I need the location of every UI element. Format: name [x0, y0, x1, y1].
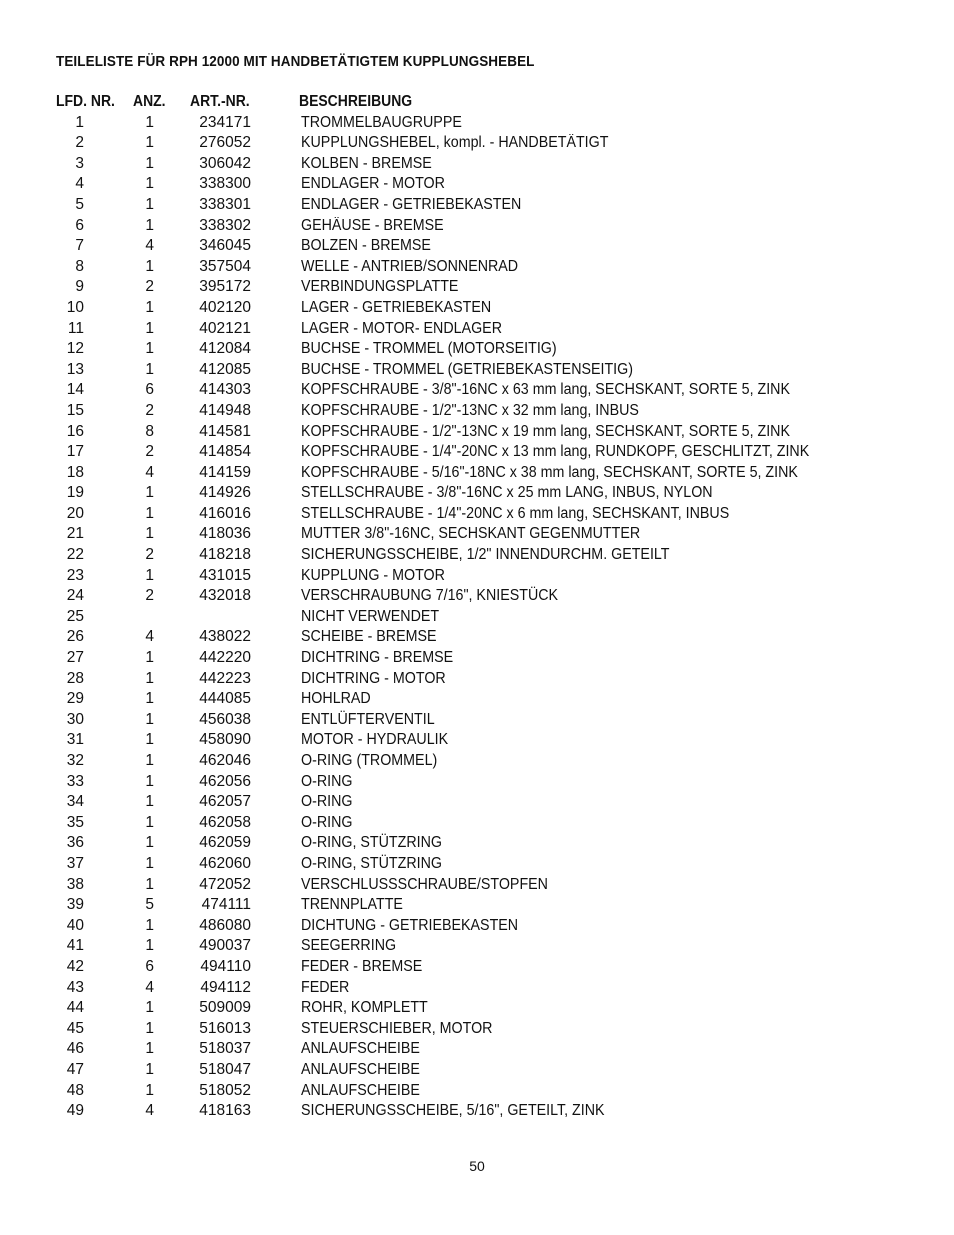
cell-lfd: 1: [75, 113, 84, 131]
cell-lfd: 17: [66, 443, 84, 461]
cell-desc: STEUERSCHIEBER, MOTOR: [301, 1019, 493, 1037]
parts-table: [0, 92, 954, 1122]
cell-art: 414854: [199, 443, 251, 461]
cell-art: 518037: [199, 1040, 251, 1058]
table-row: [0, 1081, 954, 1102]
cell-art: 494112: [200, 978, 251, 996]
cell-desc: VERBINDUNGSPLATTE: [301, 278, 459, 296]
cell-desc: ENDLAGER - GETRIEBEKASTEN: [301, 195, 522, 213]
cell-desc: O-RING: [301, 813, 353, 831]
table-row: [0, 648, 954, 669]
cell-desc: ENDLAGER - MOTOR: [301, 175, 445, 193]
table-body: [0, 113, 954, 1122]
table-row: [0, 1101, 954, 1122]
table-row: [0, 566, 954, 587]
cell-art: 462060: [199, 854, 251, 872]
cell-desc: KUPPLUNGSHEBEL, kompl. - HANDBETÄTIGT: [301, 134, 609, 152]
cell-lfd: 2: [75, 134, 84, 152]
table-row: [0, 936, 954, 957]
table-row: [0, 1019, 954, 1040]
cell-anz: 1: [145, 525, 154, 543]
table-row: [0, 360, 954, 381]
cell-art: 462056: [199, 772, 251, 790]
cell-art: 490037: [199, 937, 251, 955]
cell-anz: 1: [145, 772, 154, 790]
cell-desc: DICHTUNG - GETRIEBEKASTEN: [301, 916, 519, 934]
cell-lfd: 44: [66, 999, 84, 1017]
cell-desc: SICHERUNGSSCHEIBE, 1/2" INNENDURCHM. GETEILT: [301, 546, 670, 564]
cell-anz: 1: [145, 257, 154, 275]
cell-art: 444085: [199, 690, 251, 708]
cell-art: 402120: [199, 298, 251, 316]
cell-art: 442220: [199, 649, 251, 667]
cell-anz: 1: [145, 834, 154, 852]
cell-desc: ROHR, KOMPLETT: [301, 999, 428, 1017]
cell-lfd: 43: [66, 978, 84, 996]
cell-lfd: 29: [66, 690, 84, 708]
cell-anz: 1: [145, 360, 154, 378]
cell-lfd: 8: [75, 257, 84, 275]
cell-desc: GEHÄUSE - BREMSE: [301, 216, 444, 234]
table-row: [0, 833, 954, 854]
cell-anz: 1: [145, 916, 154, 934]
cell-anz: 1: [145, 690, 154, 708]
cell-desc: FEDER: [301, 978, 350, 996]
table-row: [0, 751, 954, 772]
cell-lfd: 19: [66, 484, 84, 502]
cell-art: 438022: [199, 628, 251, 646]
cell-art: 412084: [199, 340, 251, 358]
cell-anz: 2: [145, 546, 154, 564]
cell-lfd: 6: [75, 216, 84, 234]
table-row: [0, 978, 954, 999]
cell-desc: O-RING (TROMMEL): [301, 752, 438, 769]
cell-desc: KOPFSCHRAUBE - 1/2"-13NC x 32 mm lang, INBUS: [301, 401, 639, 419]
cell-lfd: 7: [75, 237, 84, 255]
cell-art: 486080: [199, 916, 251, 934]
table-row: [0, 772, 954, 793]
cell-anz: 1: [145, 1019, 154, 1037]
cell-art: 414303: [199, 381, 251, 399]
table-row: [0, 339, 954, 360]
cell-art: 338300: [199, 175, 251, 193]
table-row: [0, 916, 954, 937]
cell-desc: NICHT VERWENDET: [301, 607, 440, 625]
table-row: [0, 195, 954, 216]
cell-lfd: 5: [75, 195, 84, 213]
cell-desc: KOPFSCHRAUBE - 5/16"-18NC x 38 mm lang, SECHSKANT, SORTE 5, ZINK: [301, 463, 798, 481]
cell-desc: BUCHSE - TROMMEL (MOTORSEITIG): [301, 340, 557, 358]
cell-desc: TROMMELBAUGRUPPE: [301, 113, 462, 131]
cell-art: 518047: [199, 1060, 251, 1078]
cell-desc: MOTOR - HYDRAULIK: [301, 731, 449, 749]
cell-art: 431015: [199, 566, 251, 584]
cell-lfd: 48: [66, 1081, 84, 1099]
cell-lfd: 26: [66, 628, 84, 646]
cell-lfd: 16: [66, 422, 84, 440]
cell-desc: BOLZEN - BREMSE: [301, 237, 431, 255]
cell-anz: 1: [145, 484, 154, 502]
cell-desc: FEDER - BREMSE: [301, 957, 423, 975]
cell-desc: KOPFSCHRAUBE - 1/4"-20NC x 13 mm lang, RUNDKOPF, GESCHLITZT, ZINK: [301, 443, 810, 461]
cell-art: 494110: [200, 957, 251, 975]
cell-anz: 1: [145, 134, 154, 152]
cell-lfd: 30: [66, 710, 84, 728]
cell-art: 418036: [199, 525, 251, 543]
cell-lfd: 42: [66, 957, 84, 975]
cell-lfd: 39: [66, 896, 84, 914]
cell-art: 462046: [199, 752, 251, 769]
cell-lfd: 31: [66, 731, 84, 749]
cell-desc: LAGER - GETRIEBEKASTEN: [301, 298, 492, 316]
cell-desc: STELLSCHRAUBE - 1/4"-20NC x 6 mm lang, SECHSKANT, INBUS: [301, 504, 730, 522]
cell-art: 276052: [199, 134, 251, 152]
cell-art: 338302: [199, 216, 251, 234]
cell-art: 458090: [199, 731, 251, 749]
cell-desc: O-RING: [301, 793, 353, 811]
table-row: [0, 998, 954, 1019]
cell-lfd: 40: [66, 916, 84, 934]
cell-anz: 1: [145, 504, 154, 522]
cell-desc: ANLAUFSCHEIBE: [301, 1060, 420, 1078]
cell-art: 442223: [199, 669, 251, 687]
cell-art: 234171: [199, 113, 251, 131]
cell-anz: 1: [145, 340, 154, 358]
cell-anz: 1: [145, 113, 154, 131]
cell-art: 462058: [199, 813, 251, 831]
cell-anz: 1: [145, 298, 154, 316]
cell-desc: ENTLÜFTERVENTIL: [301, 710, 435, 728]
table-row: [0, 957, 954, 978]
cell-lfd: 47: [66, 1060, 84, 1078]
table-row: [0, 524, 954, 545]
cell-art: 462057: [199, 793, 251, 811]
cell-desc: O-RING, STÜTZRING: [301, 834, 443, 852]
cell-anz: 2: [145, 278, 154, 296]
table-row: [0, 730, 954, 751]
cell-art: 414948: [199, 401, 251, 419]
cell-anz: 1: [145, 319, 154, 337]
cell-desc: WELLE - ANTRIEB/SONNENRAD: [301, 257, 519, 275]
cell-anz: 1: [145, 669, 154, 687]
cell-lfd: 35: [66, 813, 84, 831]
cell-anz: 1: [145, 649, 154, 667]
cell-art: 414581: [199, 422, 251, 440]
table-row: [0, 854, 954, 875]
cell-anz: 1: [145, 731, 154, 749]
cell-desc: VERSCHLUSSSCHRAUBE/STOPFEN: [301, 875, 548, 893]
table-row: [0, 422, 954, 443]
cell-desc: SEEGERRING: [301, 937, 397, 955]
cell-anz: 4: [145, 978, 154, 996]
table-row: [0, 154, 954, 175]
cell-art: 412085: [199, 360, 251, 378]
cell-lfd: 24: [66, 587, 84, 605]
cell-desc: KUPPLUNG - MOTOR: [301, 566, 445, 584]
cell-desc: SICHERUNGSSCHEIBE, 5/16", GETEILT, ZINK: [301, 1102, 605, 1120]
table-row: [0, 401, 954, 422]
table-row: [0, 504, 954, 525]
page-title: TEILELISTE FÜR RPH 12000 MIT HANDBETÄTIGTEM KUPPLUNGSHEBEL: [56, 53, 535, 70]
cell-art: 418163: [199, 1102, 251, 1120]
cell-lfd: 41: [66, 937, 84, 955]
cell-desc: KOPFSCHRAUBE - 3/8"-16NC x 63 mm lang, SECHSKANT, SORTE 5, ZINK: [301, 381, 790, 399]
cell-desc: O-RING: [301, 772, 353, 790]
table-row: [0, 277, 954, 298]
cell-art: 456038: [199, 710, 251, 728]
cell-art: 462059: [199, 834, 251, 852]
cell-anz: 1: [145, 566, 154, 584]
cell-lfd: 28: [66, 669, 84, 687]
header-lfd: LFD. NR.: [56, 93, 115, 110]
cell-art: 357504: [199, 257, 251, 275]
table-row: [0, 236, 954, 257]
cell-lfd: 12: [66, 340, 84, 358]
cell-art: 518052: [199, 1081, 251, 1099]
cell-desc: LAGER - MOTOR- ENDLAGER: [301, 319, 502, 337]
cell-art: 338301: [199, 195, 251, 213]
cell-art: 418218: [199, 546, 251, 564]
cell-art: 416016: [199, 504, 251, 522]
cell-lfd: 18: [66, 463, 84, 481]
table-row: [0, 483, 954, 504]
table-row: [0, 463, 954, 484]
cell-anz: 2: [145, 587, 154, 605]
cell-anz: 1: [145, 710, 154, 728]
cell-anz: 1: [145, 154, 154, 172]
table-row: [0, 1039, 954, 1060]
cell-lfd: 25: [66, 607, 84, 625]
cell-anz: 1: [145, 1040, 154, 1058]
cell-art: 346045: [199, 237, 251, 255]
table-row: [0, 689, 954, 710]
table-header: [0, 92, 954, 113]
cell-lfd: 33: [66, 772, 84, 790]
cell-anz: 1: [145, 1060, 154, 1078]
cell-desc: ANLAUFSCHEIBE: [301, 1040, 420, 1058]
table-row: [0, 133, 954, 154]
cell-lfd: 49: [66, 1102, 84, 1120]
cell-lfd: 27: [66, 649, 84, 667]
cell-desc: DICHTRING - BREMSE: [301, 649, 454, 667]
cell-anz: 2: [145, 443, 154, 461]
table-row: [0, 1060, 954, 1081]
cell-lfd: 46: [66, 1040, 84, 1058]
table-row: [0, 442, 954, 463]
cell-anz: 4: [145, 237, 154, 255]
cell-art: 516013: [199, 1019, 251, 1037]
cell-anz: 6: [145, 957, 154, 975]
cell-anz: 8: [145, 422, 154, 440]
cell-anz: 1: [145, 793, 154, 811]
table-row: [0, 545, 954, 566]
cell-anz: 1: [145, 854, 154, 872]
cell-lfd: 3: [75, 154, 84, 172]
cell-desc: DICHTRING - MOTOR: [301, 669, 446, 687]
cell-lfd: 4: [75, 175, 84, 193]
header-art: ART.-NR.: [190, 93, 250, 110]
cell-desc: SCHEIBE - BREMSE: [301, 628, 437, 646]
cell-art: 432018: [199, 587, 251, 605]
table-row: [0, 174, 954, 195]
table-row: [0, 875, 954, 896]
cell-anz: 6: [145, 381, 154, 399]
table-row: [0, 319, 954, 340]
cell-art: 414926: [199, 484, 251, 502]
cell-lfd: 23: [66, 566, 84, 584]
cell-art: 509009: [199, 999, 251, 1017]
header-desc: BESCHREIBUNG: [299, 93, 413, 110]
cell-anz: 1: [145, 937, 154, 955]
table-row: [0, 627, 954, 648]
cell-art: 306042: [199, 154, 251, 172]
cell-lfd: 14: [66, 381, 84, 399]
cell-anz: 1: [145, 999, 154, 1017]
cell-lfd: 37: [66, 854, 84, 872]
cell-anz: 4: [145, 463, 154, 481]
table-row: [0, 216, 954, 237]
cell-art: 474111: [201, 896, 251, 914]
cell-anz: 1: [145, 752, 154, 769]
cell-desc: KOPFSCHRAUBE - 1/2"-13NC x 19 mm lang, SECHSKANT, SORTE 5, ZINK: [301, 422, 790, 440]
table-row: [0, 380, 954, 401]
cell-lfd: 9: [75, 278, 84, 296]
cell-anz: 1: [145, 195, 154, 213]
cell-lfd: 10: [66, 298, 84, 316]
cell-lfd: 15: [66, 401, 84, 419]
cell-art: 472052: [199, 875, 251, 893]
table-row: [0, 607, 954, 628]
table-row: [0, 710, 954, 731]
cell-anz: 4: [145, 628, 154, 646]
cell-lfd: 38: [66, 875, 84, 893]
cell-desc: STELLSCHRAUBE - 3/8"-16NC x 25 mm LANG, INBUS, NYLON: [301, 484, 713, 502]
cell-lfd: 36: [66, 834, 84, 852]
cell-desc: TRENNPLATTE: [301, 896, 403, 914]
cell-lfd: 22: [66, 546, 84, 564]
cell-lfd: 20: [66, 504, 84, 522]
cell-art: 402121: [199, 319, 251, 337]
cell-desc: BUCHSE - TROMMEL (GETRIEBEKASTENSEITIG): [301, 360, 633, 378]
table-row: [0, 792, 954, 813]
table-row: [0, 669, 954, 690]
cell-art: 395172: [199, 278, 251, 296]
cell-anz: 2: [145, 401, 154, 419]
table-row: [0, 113, 954, 134]
cell-lfd: 45: [66, 1019, 84, 1037]
cell-anz: 1: [145, 1081, 154, 1099]
cell-anz: 1: [145, 216, 154, 234]
page-number: 50: [469, 1158, 485, 1174]
table-row: [0, 586, 954, 607]
cell-lfd: 13: [66, 360, 84, 378]
cell-anz: 1: [145, 175, 154, 193]
cell-lfd: 32: [66, 752, 84, 769]
cell-desc: ANLAUFSCHEIBE: [301, 1081, 420, 1099]
table-row: [0, 257, 954, 278]
cell-anz: 1: [145, 875, 154, 893]
cell-desc: KOLBEN - BREMSE: [301, 154, 432, 172]
cell-anz: 1: [145, 813, 154, 831]
cell-desc: HOHLRAD: [301, 690, 371, 708]
header-anz: ANZ.: [133, 93, 166, 110]
cell-art: 414159: [199, 463, 251, 481]
table-row: [0, 298, 954, 319]
cell-desc: MUTTER 3/8"-16NC, SECHSKANT GEGENMUTTER: [301, 525, 641, 543]
cell-desc: VERSCHRAUBUNG 7/16", KNIESTÜCK: [301, 587, 559, 605]
table-row: [0, 813, 954, 834]
cell-anz: 4: [145, 1102, 154, 1120]
cell-lfd: 21: [66, 525, 84, 543]
cell-desc: O-RING, STÜTZRING: [301, 854, 443, 872]
cell-lfd: 11: [67, 319, 84, 337]
table-row: [0, 895, 954, 916]
cell-lfd: 34: [66, 793, 84, 811]
cell-anz: 5: [145, 896, 154, 914]
